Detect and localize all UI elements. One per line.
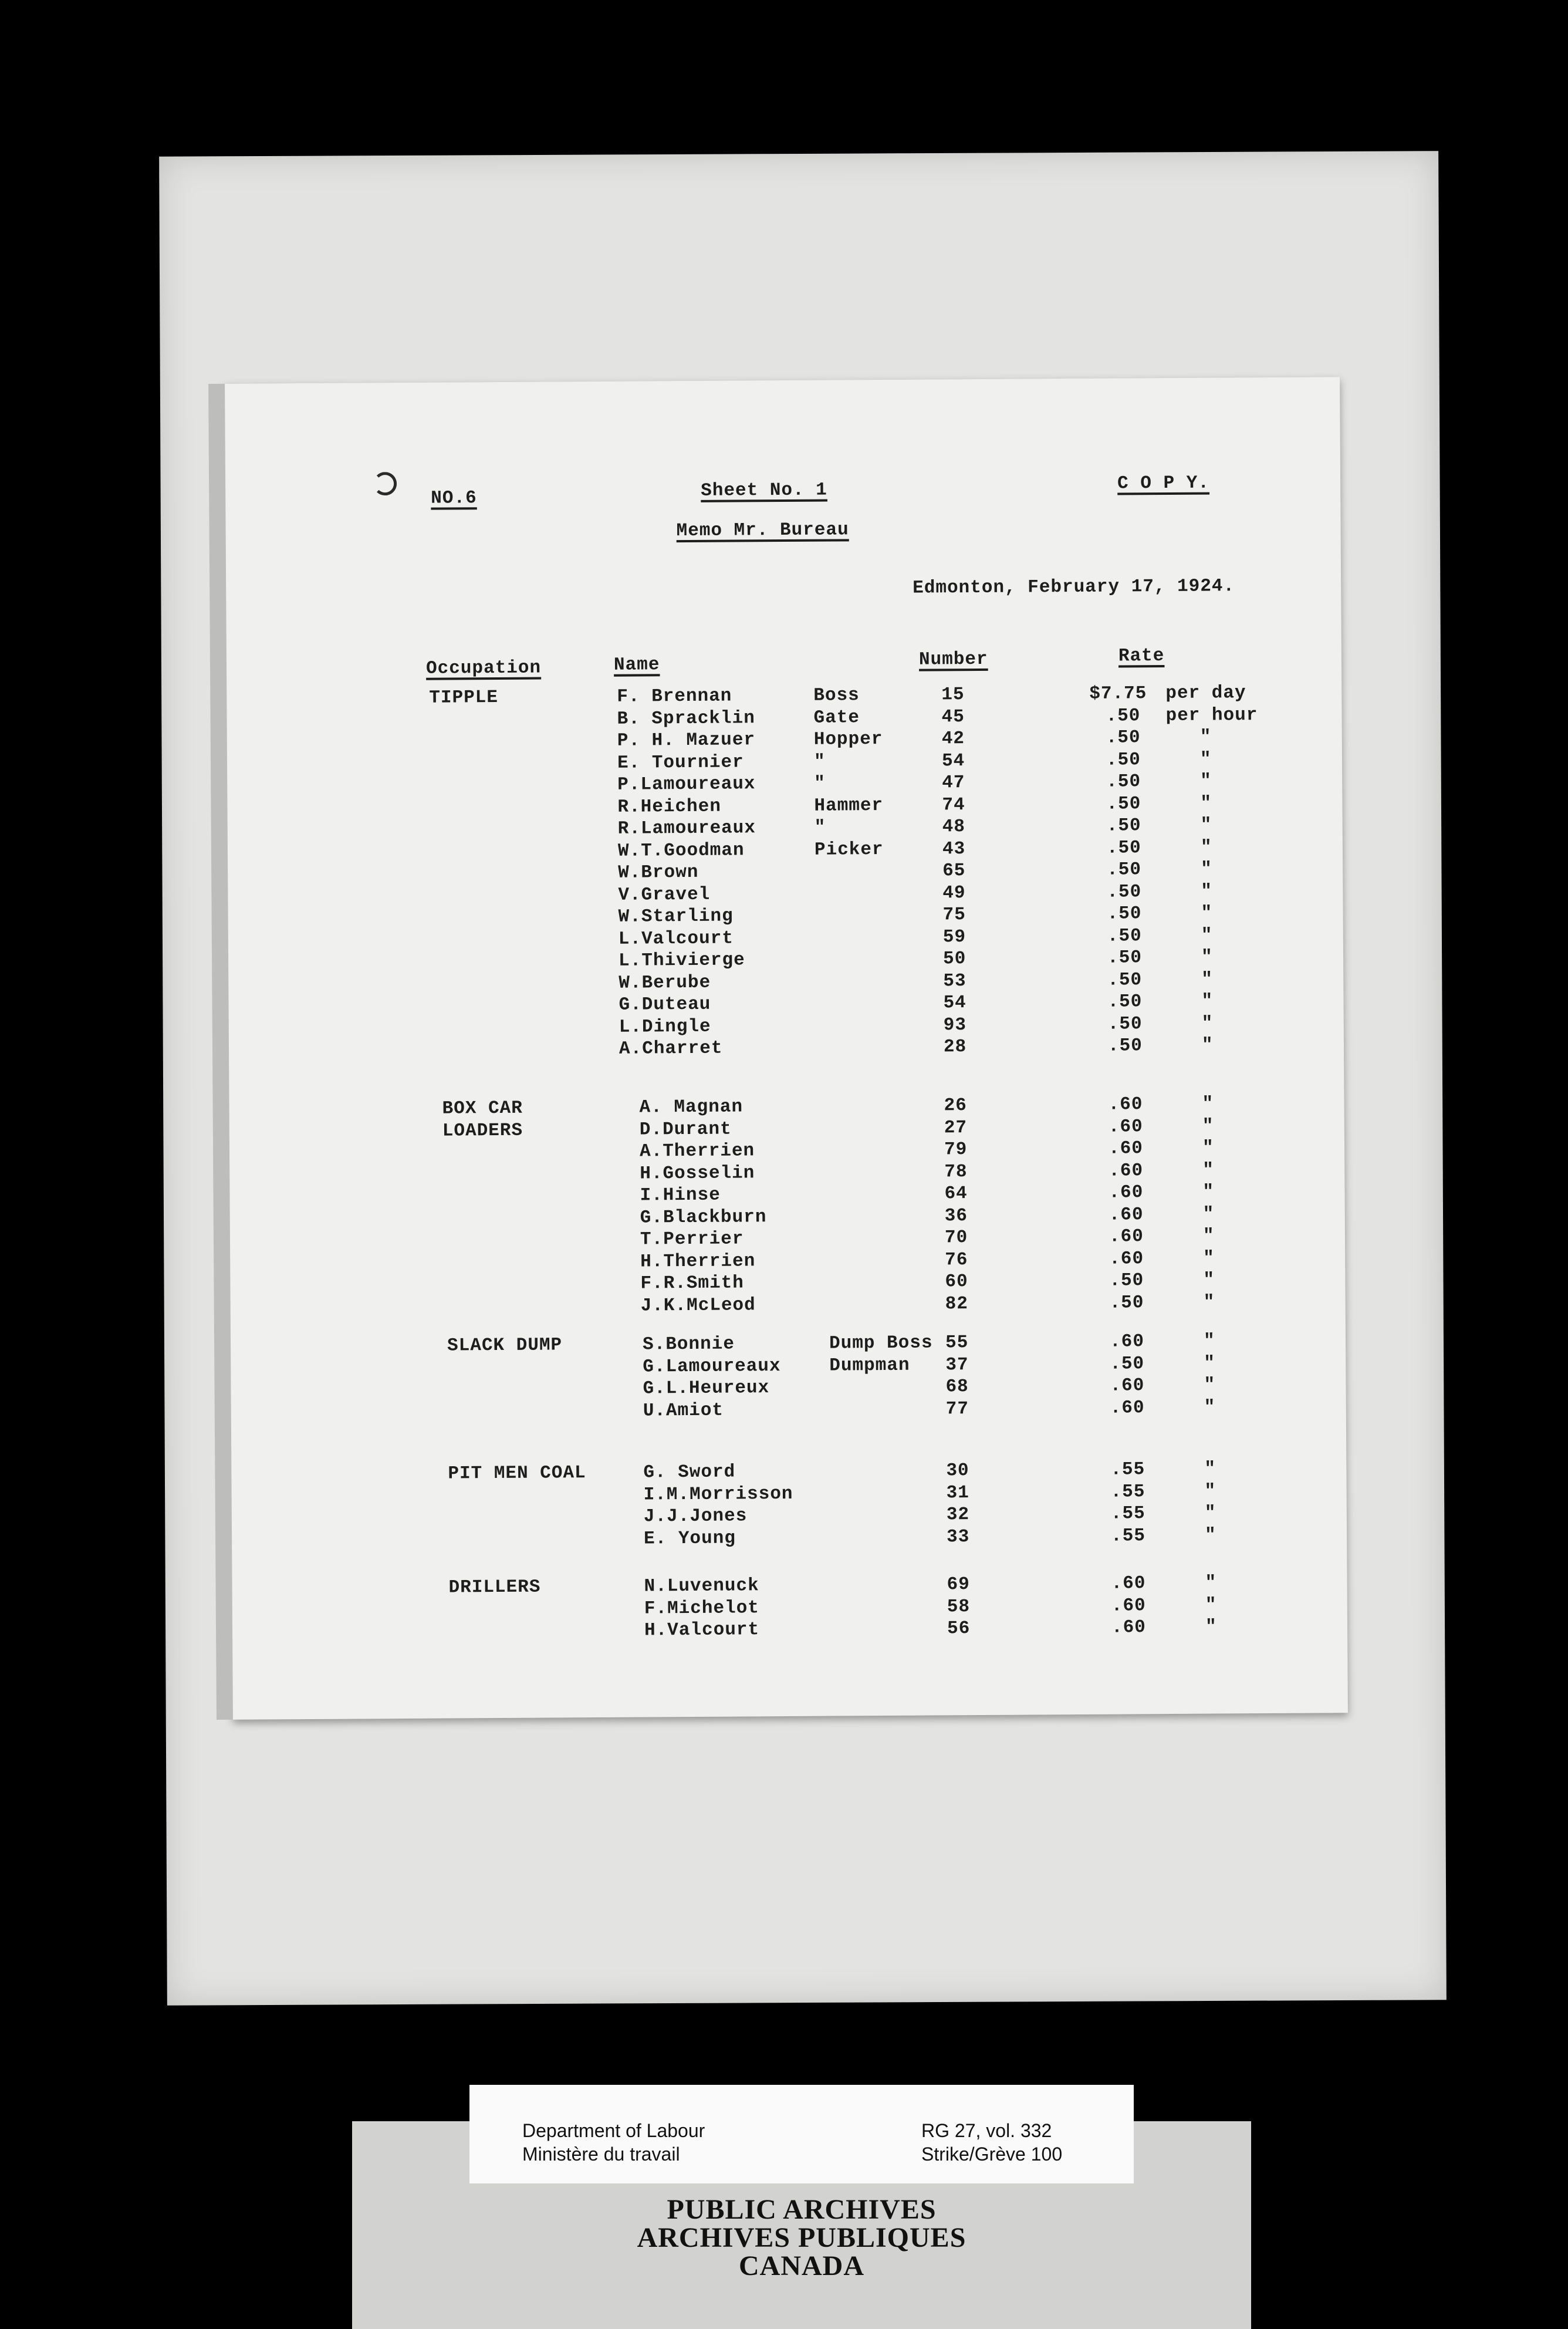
worker-role: " bbox=[813, 751, 826, 772]
rate-unit: " bbox=[1201, 969, 1214, 990]
worker-number: 74 bbox=[942, 794, 965, 815]
worker-number: 93 bbox=[943, 1014, 967, 1035]
worker-rate: .50 bbox=[1107, 903, 1142, 924]
worker-rate: .60 bbox=[1109, 1248, 1144, 1270]
worker-rate: .50 bbox=[1107, 859, 1142, 880]
worker-number: 31 bbox=[946, 1482, 969, 1503]
memo-sheet bbox=[225, 377, 1348, 1720]
worker-rate: .50 bbox=[1106, 749, 1141, 771]
worker-name: R.Heichen bbox=[617, 796, 722, 818]
sheet-number: Sheet No. 1 bbox=[701, 480, 827, 501]
rate-unit: " bbox=[1201, 859, 1212, 880]
rate-unit: per day bbox=[1165, 683, 1246, 704]
archives-line-2: ARCHIVES PUBLIQUES bbox=[637, 2222, 967, 2253]
rate-unit: " bbox=[1205, 1595, 1217, 1616]
worker-rate: .60 bbox=[1109, 1182, 1144, 1203]
worker-name: G. Sword bbox=[643, 1461, 736, 1483]
worker-number: 32 bbox=[946, 1504, 970, 1525]
worker-name: B. Spracklin bbox=[617, 707, 755, 730]
rate-unit: " bbox=[1202, 1138, 1214, 1159]
worker-name: F.Michelot bbox=[644, 1597, 759, 1619]
worker-name: E. Tournier bbox=[617, 751, 744, 774]
worker-number: 76 bbox=[945, 1249, 968, 1270]
worker-name: U.Amiot bbox=[643, 1400, 724, 1422]
worker-number: 26 bbox=[944, 1095, 967, 1116]
worker-name: E. Young bbox=[643, 1528, 736, 1549]
rate-unit: " bbox=[1201, 925, 1213, 946]
worker-name: W.T.Goodman bbox=[617, 839, 745, 862]
rate-unit: " bbox=[1201, 991, 1214, 1012]
worker-name: A. Magnan bbox=[639, 1096, 744, 1118]
rate-unit: " bbox=[1203, 1248, 1215, 1269]
worker-rate: .50 bbox=[1107, 925, 1142, 947]
rate-unit: " bbox=[1199, 727, 1212, 748]
worker-rate: .50 bbox=[1106, 793, 1141, 815]
worker-number: 36 bbox=[944, 1205, 968, 1226]
worker-rate: .50 bbox=[1107, 1013, 1143, 1035]
department-english: Department of Labour bbox=[522, 2120, 705, 2141]
rate-unit: " bbox=[1199, 749, 1212, 770]
worker-rate: .60 bbox=[1110, 1397, 1145, 1419]
worker-name: T.Perrier bbox=[640, 1228, 744, 1250]
worker-number: 45 bbox=[941, 706, 965, 727]
worker-rate: .55 bbox=[1110, 1503, 1145, 1524]
worker-name: G.L.Heureux bbox=[643, 1378, 770, 1399]
rate-unit: " bbox=[1201, 1013, 1214, 1034]
worker-rate: .50 bbox=[1107, 969, 1143, 991]
worker-number: 64 bbox=[944, 1183, 968, 1204]
worker-rate: .60 bbox=[1110, 1375, 1145, 1396]
archives-line-3: CANADA bbox=[739, 2250, 864, 2281]
worker-name: H.Valcourt bbox=[644, 1619, 760, 1641]
worker-name: F.R.Smith bbox=[640, 1272, 744, 1294]
rate-unit: " bbox=[1203, 1331, 1215, 1352]
worker-number: 78 bbox=[944, 1161, 968, 1182]
worker-name: P. H. Mazuer bbox=[617, 730, 756, 751]
worker-rate: $7.75 bbox=[1089, 683, 1147, 704]
worker-rate: .60 bbox=[1109, 1204, 1144, 1226]
worker-number: 27 bbox=[944, 1117, 968, 1138]
rate-unit: " bbox=[1201, 881, 1213, 902]
worker-rate: .50 bbox=[1107, 881, 1142, 903]
worker-rate: .60 bbox=[1111, 1573, 1146, 1594]
worker-number: 48 bbox=[942, 816, 966, 838]
worker-name: G.Duteau bbox=[619, 994, 711, 1015]
rate-unit: " bbox=[1201, 947, 1213, 968]
header-occupation: Occupation bbox=[425, 657, 542, 679]
worker-number: 28 bbox=[943, 1037, 967, 1058]
punch-hole-mark bbox=[373, 472, 397, 495]
worker-name: V.Gravel bbox=[618, 884, 711, 906]
worker-rate: .60 bbox=[1108, 1094, 1143, 1115]
worker-role: " bbox=[814, 773, 826, 794]
worker-rate: .50 bbox=[1106, 771, 1141, 792]
worker-role: Gate bbox=[813, 707, 860, 728]
worker-rate: .55 bbox=[1110, 1481, 1145, 1503]
worker-name: F. Brennan bbox=[617, 686, 732, 707]
worker-rate: .60 bbox=[1109, 1160, 1144, 1182]
worker-number: 75 bbox=[942, 904, 966, 926]
rate-unit: " bbox=[1200, 837, 1212, 858]
worker-name: W.Starling bbox=[618, 906, 734, 927]
worker-number: 42 bbox=[941, 728, 965, 750]
worker-role: Dump Boss bbox=[829, 1332, 933, 1354]
rate-unit: " bbox=[1200, 771, 1212, 792]
memo-recipient: Memo Mr. Bureau bbox=[676, 519, 849, 542]
rate-unit: " bbox=[1202, 1160, 1214, 1181]
worker-name: I.M.Morrisson bbox=[643, 1483, 793, 1506]
worker-name: D.Durant bbox=[639, 1119, 732, 1140]
document-number: NO.6 bbox=[431, 488, 477, 509]
worker-rate: .60 bbox=[1111, 1617, 1146, 1638]
worker-number: 54 bbox=[941, 750, 965, 771]
worker-name: I.Hinse bbox=[640, 1184, 721, 1206]
rate-unit: " bbox=[1202, 1226, 1215, 1247]
worker-rate: .50 bbox=[1106, 705, 1141, 727]
worker-rate: .50 bbox=[1107, 991, 1143, 1012]
rate-unit: " bbox=[1203, 1270, 1215, 1291]
worker-number: 56 bbox=[947, 1618, 971, 1639]
worker-rate: .60 bbox=[1108, 1116, 1143, 1138]
rate-unit: " bbox=[1200, 793, 1212, 814]
worker-number: 47 bbox=[942, 772, 965, 794]
rate-unit: " bbox=[1204, 1459, 1216, 1480]
rate-unit: " bbox=[1201, 903, 1213, 924]
worker-number: 58 bbox=[947, 1596, 971, 1617]
worker-rate: .55 bbox=[1110, 1459, 1145, 1480]
worker-rate: .60 bbox=[1108, 1138, 1143, 1159]
dateline: Edmonton, February 17, 1924. bbox=[913, 576, 1235, 599]
header-name: Name bbox=[613, 654, 660, 676]
worker-number: 37 bbox=[945, 1354, 969, 1375]
worker-number: 33 bbox=[946, 1526, 970, 1547]
worker-name: G.Blackburn bbox=[640, 1206, 767, 1228]
worker-rate: .55 bbox=[1110, 1525, 1146, 1547]
worker-name: H.Gosselin bbox=[640, 1162, 755, 1184]
worker-name: A.Charret bbox=[619, 1038, 723, 1059]
rate-unit: " bbox=[1204, 1481, 1216, 1502]
worker-rate: .50 bbox=[1106, 727, 1141, 748]
worker-number: 55 bbox=[945, 1332, 969, 1353]
worker-rate: .50 bbox=[1106, 837, 1141, 859]
worker-number: 68 bbox=[945, 1376, 969, 1398]
rate-unit: " bbox=[1202, 1204, 1215, 1225]
worker-number: 60 bbox=[945, 1271, 968, 1292]
worker-name: G.Lamoureaux bbox=[643, 1355, 781, 1378]
rate-unit: " bbox=[1202, 1093, 1214, 1115]
rate-unit: " bbox=[1204, 1397, 1216, 1418]
worker-rate: .50 bbox=[1109, 1292, 1144, 1314]
rate-unit: " bbox=[1204, 1375, 1216, 1396]
worker-role: Hopper bbox=[813, 728, 883, 750]
worker-role: Picker bbox=[814, 839, 884, 860]
worker-number: 15 bbox=[941, 684, 965, 706]
worker-number: 65 bbox=[942, 860, 966, 882]
worker-rate: .60 bbox=[1111, 1595, 1146, 1616]
worker-number: 49 bbox=[942, 882, 966, 903]
copy-mark: C O P Y. bbox=[1117, 472, 1210, 494]
worker-number: 77 bbox=[945, 1398, 969, 1419]
worker-name: L.Dingle bbox=[619, 1016, 711, 1038]
worker-number: 43 bbox=[942, 838, 966, 859]
occupation-label: SLACK DUMP bbox=[447, 1335, 563, 1356]
worker-rate: .50 bbox=[1110, 1353, 1145, 1375]
worker-name: S.Bonnie bbox=[642, 1334, 735, 1355]
rate-unit: " bbox=[1203, 1292, 1215, 1313]
worker-name: P.Lamoureaux bbox=[617, 774, 756, 795]
worker-role: " bbox=[814, 817, 826, 838]
rate-unit: per hour bbox=[1165, 704, 1258, 726]
worker-rate: .60 bbox=[1109, 1331, 1144, 1352]
worker-role: Hammer bbox=[814, 795, 884, 816]
worker-rate: .50 bbox=[1107, 947, 1142, 968]
rate-unit: " bbox=[1205, 1572, 1217, 1594]
worker-name: A.Therrien bbox=[639, 1140, 755, 1162]
worker-number: 70 bbox=[944, 1227, 968, 1248]
worker-rate: .50 bbox=[1109, 1270, 1144, 1291]
occupation-label: LOADERS bbox=[442, 1120, 523, 1142]
rate-unit: " bbox=[1202, 1116, 1214, 1137]
occupation-label: DRILLERS bbox=[448, 1577, 541, 1598]
worker-number: 79 bbox=[944, 1139, 968, 1160]
header-rate: Rate bbox=[1118, 646, 1165, 667]
rate-unit: " bbox=[1205, 1616, 1217, 1638]
worker-name: R.Lamoureaux bbox=[617, 818, 756, 839]
archives-line-1: PUBLIC ARCHIVES bbox=[667, 2194, 937, 2225]
worker-number: 53 bbox=[943, 970, 967, 991]
rate-unit: " bbox=[1200, 815, 1212, 836]
worker-role: Boss bbox=[813, 685, 860, 706]
rate-unit: " bbox=[1204, 1525, 1216, 1546]
worker-role: Dumpman bbox=[829, 1355, 910, 1376]
worker-name: J.J.Jones bbox=[643, 1506, 748, 1527]
worker-name: L.Thivierge bbox=[618, 950, 745, 971]
rate-unit: " bbox=[1201, 1035, 1214, 1056]
strike-number: Strike/Grève 100 bbox=[921, 2144, 1063, 2165]
occupation-label: BOX CAR bbox=[442, 1098, 523, 1119]
worker-rate: .50 bbox=[1106, 815, 1141, 836]
worker-number: 30 bbox=[946, 1460, 969, 1481]
worker-name: W.Berube bbox=[619, 972, 711, 994]
record-group-reference: RG 27, vol. 332 bbox=[921, 2120, 1052, 2141]
worker-name: L.Valcourt bbox=[618, 928, 734, 950]
occupation-label: PIT MEN COAL bbox=[448, 1463, 586, 1484]
worker-name: H.Therrien bbox=[640, 1250, 756, 1272]
worker-rate: .60 bbox=[1109, 1226, 1144, 1247]
worker-name: W.Brown bbox=[618, 862, 699, 883]
worker-number: 82 bbox=[945, 1293, 968, 1314]
worker-number: 59 bbox=[942, 926, 967, 947]
worker-name: N.Luvenuck bbox=[644, 1575, 759, 1597]
worker-number: 69 bbox=[947, 1574, 970, 1595]
header-number: Number bbox=[918, 649, 988, 670]
rate-unit: " bbox=[1204, 1503, 1216, 1524]
worker-number: 50 bbox=[942, 949, 967, 970]
worker-number: 54 bbox=[943, 993, 967, 1014]
rate-unit: " bbox=[1204, 1353, 1216, 1374]
department-french: Ministère du travail bbox=[522, 2144, 680, 2165]
worker-name: J.K.McLeod bbox=[640, 1294, 756, 1317]
rate-unit: " bbox=[1202, 1182, 1215, 1203]
occupation-label: TIPPLE bbox=[429, 687, 499, 708]
worker-rate: .50 bbox=[1107, 1035, 1143, 1057]
